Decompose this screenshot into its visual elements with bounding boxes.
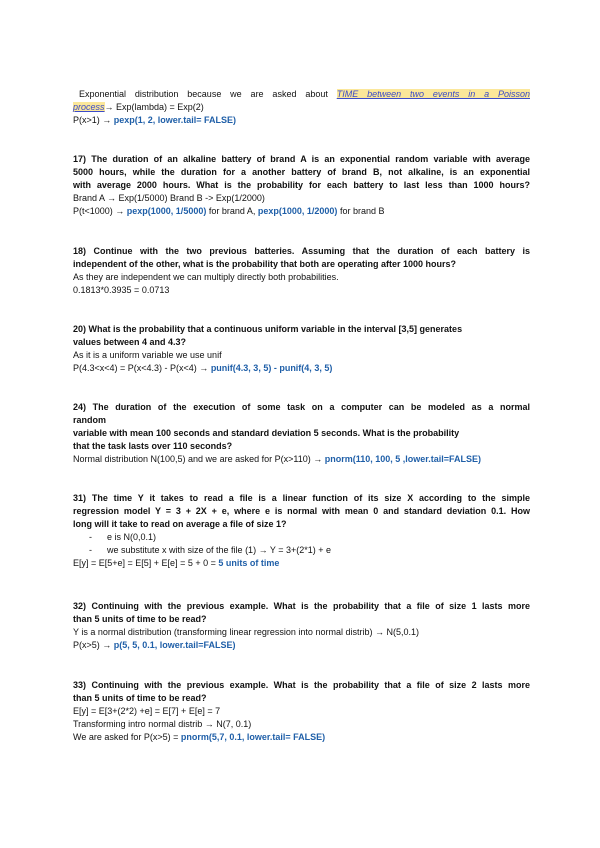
r-code: pnorm(5,7, 0.1, lower.tail= FALSE) (180, 732, 326, 742)
answer-text: 0.1813*0.3935 = 0.0713 (73, 285, 170, 295)
question-text: 24) The duration of the execution of some task on a computer can be modeled as a normal (73, 402, 530, 412)
question-text: 18) Continue with the two previous batteries. Assuming that the duration of each battery is (73, 246, 530, 256)
question-text: regression model Y = 3 + 2X + e, where e is normal with mean 0 and standard deviation 0.1. How (73, 506, 530, 516)
question-text: 32) Continuing with the previous example. What is the probability that a file of size 1 lasts more (73, 601, 530, 611)
question-24 (73, 401, 530, 466)
question-text: 20) What is the probability that a continuous uniform variable in the interval [3,5] generates (73, 324, 463, 334)
question-text: than 5 units of time to be read? (73, 614, 207, 624)
intro-line-2 (73, 101, 530, 114)
intro-text: Exponential distribution because we are asked about (79, 89, 337, 99)
answer-text: for brand B (337, 206, 385, 216)
question-text: independent of the other, what is the probability that both are operating after 1000 hours? (73, 259, 457, 269)
bullet-item: - we substitute x with size of the file (1) → Y = 3+(2*1) + e (89, 545, 332, 555)
r-code: pnorm(110, 100, 5 ,lower.tail=FALSE) (324, 454, 482, 464)
answer-line (73, 205, 530, 218)
answer-text: P(x>5) → (73, 640, 114, 650)
question-text: with average 2000 hours. What is the probability for each battery to last less than 1000 hours? (73, 180, 530, 190)
intro-block (73, 88, 530, 127)
r-code: p(5, 5, 0.1, lower.tail=FALSE) (113, 640, 236, 650)
answer-text: As they are independent we can multiply directly both probabilities. (73, 272, 339, 282)
answer-text: P(4.3<x<4) = P(x<4.3) - P(x<4) → (73, 363, 211, 373)
question-17 (73, 153, 530, 218)
answer-text: As it is a uniform variable we use unif (73, 350, 222, 360)
r-code: pexp(1000, 1/2000) (257, 206, 338, 216)
answer-line (73, 639, 530, 652)
question-text: variable with mean 100 seconds and standard deviation 5 seconds. What is the probability (73, 428, 460, 438)
bullet-item: - e is N(0,0.1) (89, 532, 157, 542)
bullet-text: e is N(0,0.1) (107, 532, 157, 542)
bullet-text: we substitute x with size of the file (1) → Y = 3+(2*1) + e (107, 545, 332, 555)
intro-line-3 (73, 114, 530, 127)
answer-line (73, 731, 530, 744)
answer-text: P(t<1000) → (73, 206, 127, 216)
question-text: 17) The duration of an alkaline battery of brand A is an exponential random variable with average (73, 154, 530, 164)
answer-text: We are asked for P(x>5) = (73, 732, 181, 742)
answer-text: E[y] = E[3+(2*2) +e] = E[7] + E[e] = 7 (73, 706, 221, 716)
highlighted-phrase-cont: process (73, 102, 105, 112)
question-text: 31) The time Y it takes to read a file is a linear function of its size X according to the simple (73, 493, 530, 503)
question-20 (73, 323, 530, 375)
answer-line (73, 453, 530, 466)
question-text: values between 4 and 4.3? (73, 337, 187, 347)
answer-text: for brand A, (206, 206, 258, 216)
question-text: long will it take to read on average a file of size 1? (73, 519, 287, 529)
r-code: pexp(1, 2, lower.tail= FALSE) (113, 115, 237, 125)
answer-text: Transforming intro normal distrib → N(7, 0.1) (73, 719, 252, 729)
r-code: pexp(1000, 1/5000) (126, 206, 207, 216)
intro-formula: → Exp(lambda) = Exp(2) (104, 102, 204, 112)
question-text: than 5 units of time to be read? (73, 693, 207, 703)
question-text: 5000 hours, while the duration for a another battery of brand B, not alkaline, is an exponential (73, 167, 530, 177)
question-33 (73, 679, 530, 744)
answer-text: Brand A → Exp(1/5000) Brand B -> Exp(1/2000) (73, 193, 265, 203)
question-31 (73, 492, 530, 570)
r-code: punif(4.3, 3, 5) - punif(4, 3, 5) (210, 363, 333, 373)
answer-line (73, 557, 530, 570)
question-32 (73, 600, 530, 652)
answer-highlight: 5 units of time (218, 558, 280, 568)
question-18 (73, 245, 530, 297)
answer-text: Normal distribution N(100,5) and we are asked for P(x>110) → (73, 454, 325, 464)
intro-prob: P(x>1) → (73, 115, 114, 125)
answer-line (73, 362, 530, 375)
answer-text: Y is a normal distribution (transforming linear regression into normal distrib) → N(5,0.1) (73, 627, 419, 637)
intro-line-1 (73, 88, 530, 101)
question-text: random (73, 415, 107, 425)
highlighted-phrase: TIME between two events in a Poisson (336, 89, 530, 99)
answer-text: E[y] = E[5+e] = E[5] + E[e] = 5 + 0 = (73, 558, 219, 568)
question-text: that the task lasts over 110 seconds? (73, 441, 233, 451)
question-text: 33) Continuing with the previous example. What is the probability that a file of size 2 lasts more (73, 680, 530, 690)
